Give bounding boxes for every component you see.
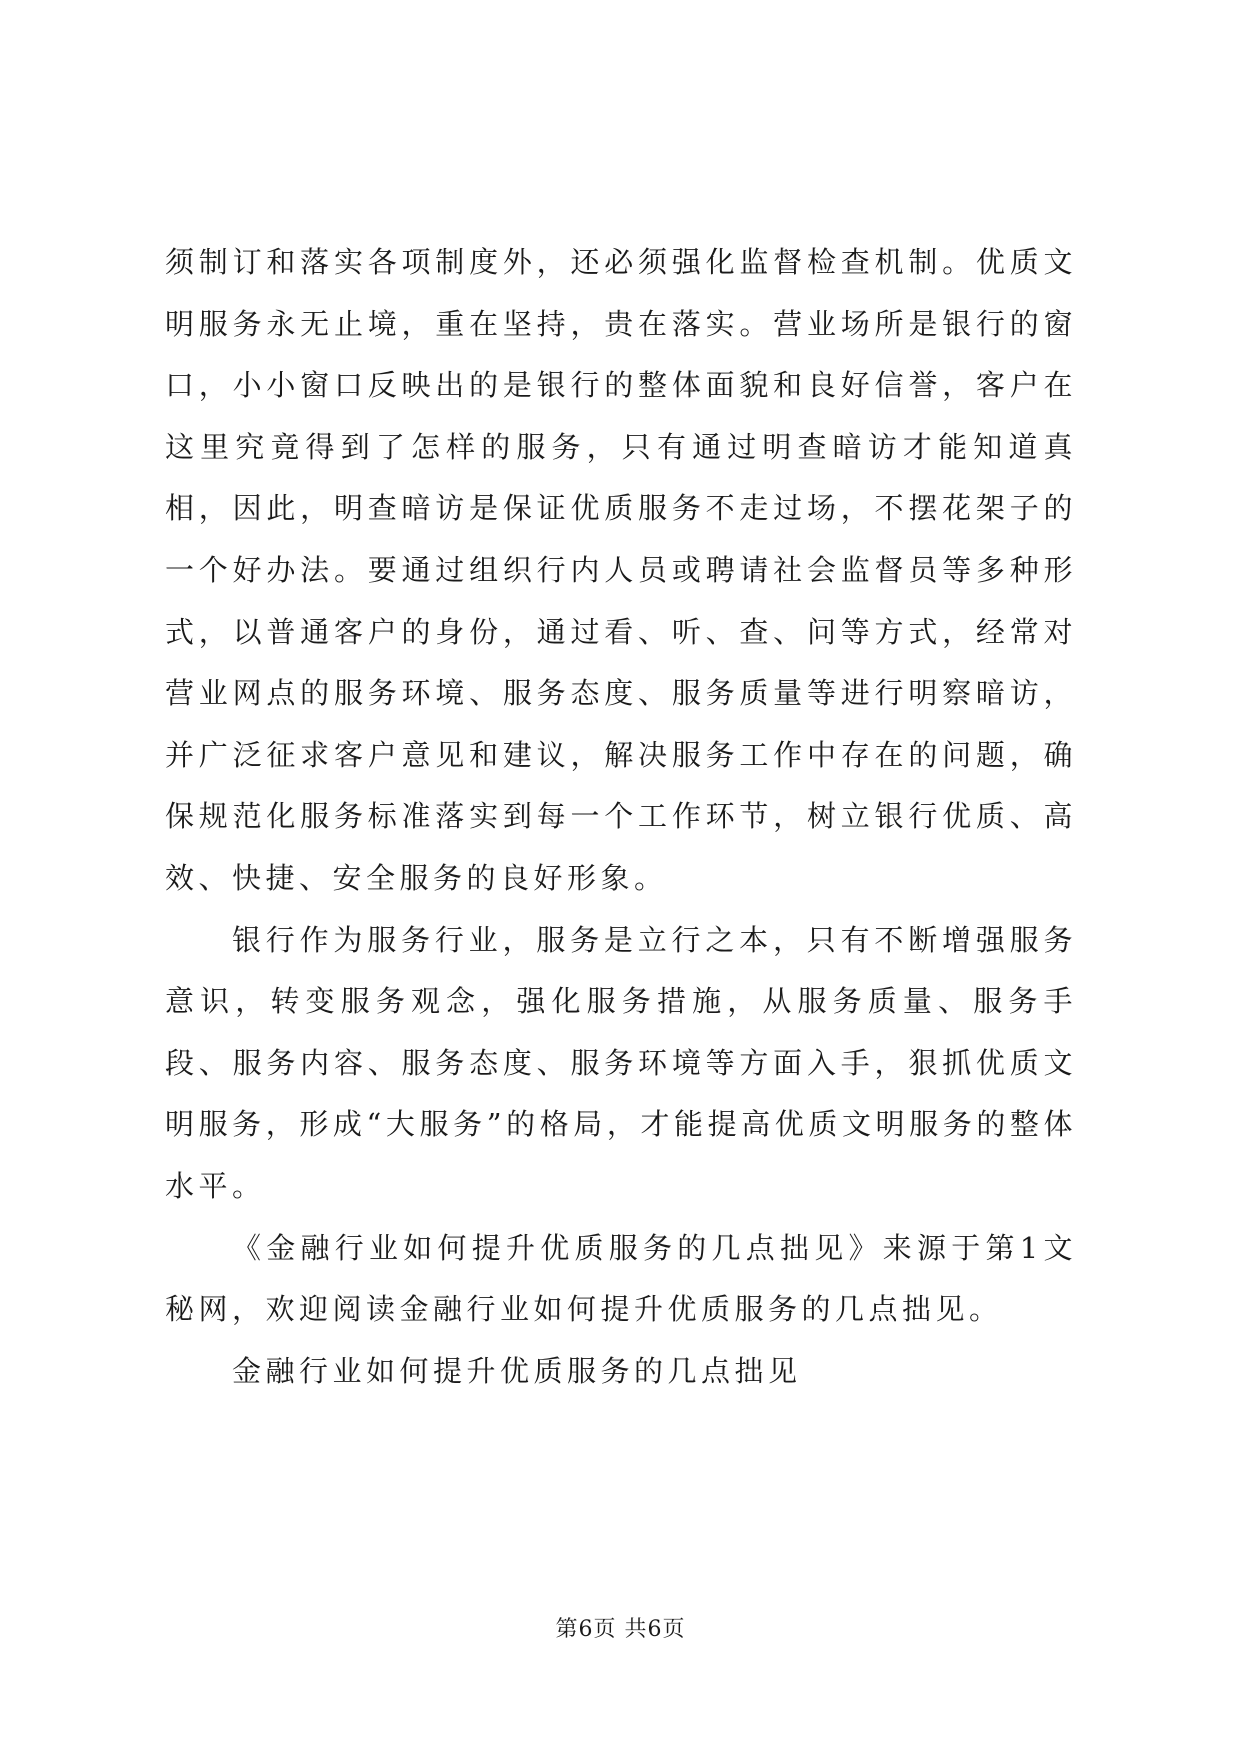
paragraph-source-note: 《金融行业如何提升优质服务的几点拙见》来源于第1文秘网，欢迎阅读金融行业如何提升优质服务的几点拙见。 — [165, 1230, 1077, 1327]
paragraph-continuation: 须制订和落实各项制度外，还必须强化监督检查机制。优质文明服务永无止境，重在坚持，贵在落实。营业场所是银行的窗口，小小窗口反映出的是银行的整体面貌和良好信誉，客户在这里究竟得到了怎样的服务，只有通过明查暗访才能知道真相，因此，明查暗访是保证优质服务不走过场，不摆花架子的一个好办法。要通过组织行内人员或聘请社会监督员等多种形式，以普通客户的身份，通过看、听、查、问等方式，经常对营业网点的服务环境、服务态度、服务质量等进行明察暗访，并广泛征求客户意见和建议，解决服务工作中存在的问题，确保规范化服务标准落实到每一个工作环节，树立银行优质、高效、快捷、安全服务的良好形象。 — [165, 245, 1077, 895]
paragraph-conclusion: 银行作为服务行业，服务是立行之本，只有不断增强服务意识，转变服务观念，强化服务措施，从服务质量、服务手段、服务内容、服务态度、服务环境等方面入手，狠抓优质文明服务，形成“大服务”的格局，才能提高优质文明服务的整体水平。 — [165, 922, 1077, 1203]
paragraph-article-title: 金融行业如何提升优质服务的几点拙见 — [232, 1353, 802, 1388]
page-footer: 第6页 共6页 — [555, 1617, 686, 1642]
document-body — [165, 232, 1077, 1402]
